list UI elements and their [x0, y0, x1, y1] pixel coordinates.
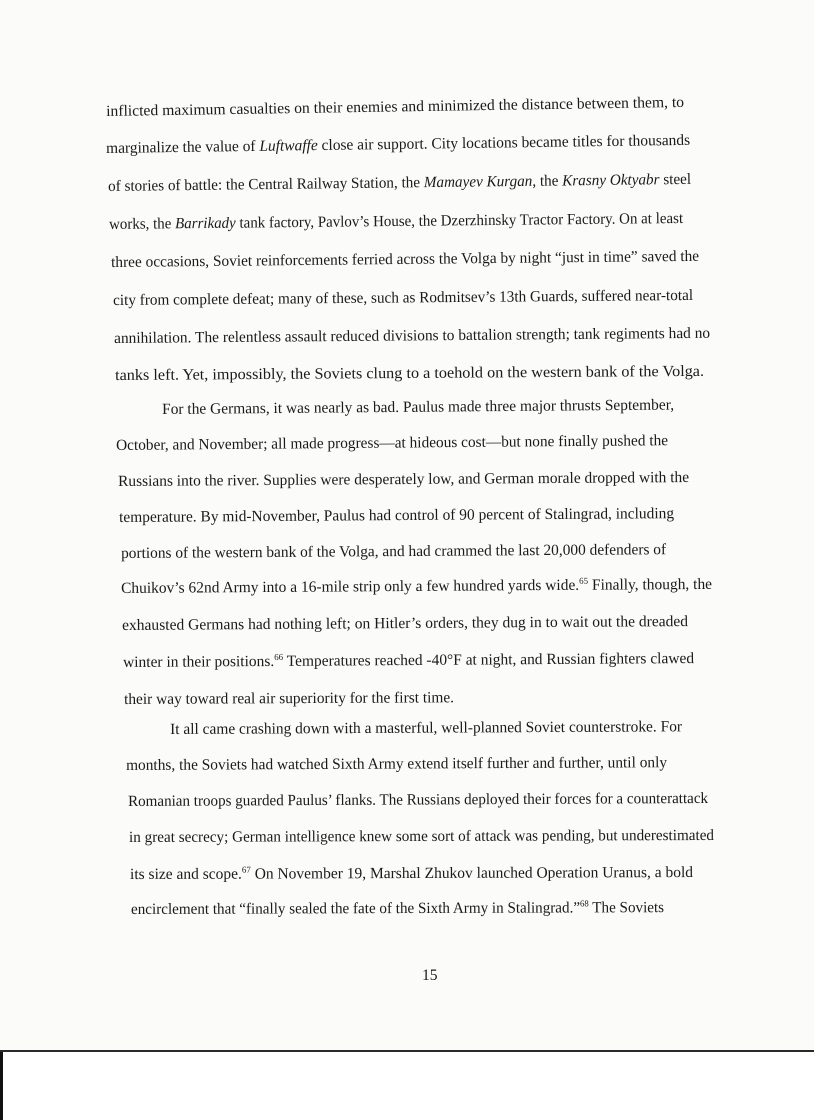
text-run: exhausted Germans had nothing left; on Hitler’s orders, they dug in to wait out the dreaded [122, 613, 689, 634]
text-run: months, the Soviets had watched Sixth Army extend itself further and further, until only [126, 754, 668, 774]
text-run: On November 19, Marshal Zhukov launched Operation Uranus, a bold [250, 864, 694, 883]
text-run: temperature. By mid-November, Paulus had control of 90 percent of Stalingrad, including [119, 505, 675, 526]
text-line [116, 432, 668, 455]
text-line [124, 689, 454, 709]
italic-term: Luftwaffe [259, 137, 318, 155]
text-run: It all came crashing down with a masterful, well-planned Soviet counterstroke. For [170, 718, 683, 738]
text-line [122, 613, 688, 635]
text-run: annihilation. The relentless assault reduced divisions to battalion strength; tank regiments had no [114, 324, 711, 347]
text-run: Temperatures reached -40°F at night, and Russian fighters clawed [283, 650, 695, 670]
text-line [106, 132, 690, 158]
page-number: 15 [422, 967, 438, 984]
text-run: , the [532, 172, 563, 190]
italic-term: Barrikady [175, 214, 236, 233]
text-run: The Soviets [588, 899, 665, 917]
text-run: tank factory, Pavlov’s House, the Dzerzhinsky Tractor Factory. On at least [235, 209, 684, 232]
text-run: its size and scope. [130, 865, 242, 883]
text-run: winter in their positions. [123, 652, 275, 671]
footnote-ref: 68 [580, 898, 589, 909]
text-line [119, 505, 674, 527]
text-run: Finally, though, the [588, 575, 713, 594]
text-run: of stories of battle: the Central Railway Station, the [108, 174, 424, 195]
text-line [115, 363, 704, 385]
text-run: tanks left. Yet, impossibly, the Soviets clung to a toehold on the western bank of the Volga. [115, 362, 705, 384]
text-run: Russians into the river. Supplies were desperately low, and German morale dropped with the [118, 469, 690, 490]
italic-term: Mamayev Kurgan [423, 172, 533, 192]
text-run: marginalize the value of [106, 137, 260, 157]
text-line [113, 287, 693, 310]
text-run: Chuikov’s 62nd Army into a 16-mile strip only a few hundred yards wide. [121, 576, 580, 597]
text-line [111, 248, 699, 272]
text-run: For the Germans, it was nearly as bad. Paulus made three major thrusts September, [162, 396, 675, 418]
text-line [131, 899, 664, 919]
footnote-ref: 65 [579, 575, 589, 586]
text-run: October, and November; all made progress—at hideous cost—but none finally pushed the [116, 432, 669, 454]
text-run: steel [659, 170, 692, 189]
text-line [118, 469, 689, 491]
text-line [126, 754, 667, 775]
text-line [109, 210, 683, 234]
text-line [170, 718, 682, 739]
footnote-ref: 66 [274, 651, 284, 662]
text-line [162, 397, 674, 419]
text-run: city from complete defeat; many of these, such as Rodmitsev’s 13th Guards, suffered near-total [113, 286, 694, 309]
text-line [114, 325, 710, 348]
text-run: three occasions, Soviet reinforcements ferried across the Volga by night “just in time” saved the [111, 247, 700, 271]
text-run: close air support. City locations became titles for thousands [317, 131, 691, 155]
text-run: portions of the western bank of the Volga, and had crammed the last 20,000 defenders of [121, 541, 667, 562]
text-line [108, 171, 691, 196]
text-run: Romanian troops guarded Paulus’ flanks. The Russians deployed their forces for a counterattack [128, 789, 709, 810]
text-line [121, 576, 712, 598]
text-run: their way toward real air superiority for the first time. [124, 689, 455, 708]
scan-margin [0, 1052, 814, 1120]
text-line [121, 541, 666, 563]
italic-term: Krasny Oktyabr [562, 171, 660, 190]
text-line [128, 790, 708, 811]
text-run: in great secrecy; German intelligence knew some sort of attack was pending, but underestimated [129, 826, 715, 846]
footnote-ref: 67 [241, 864, 251, 875]
text-line [106, 94, 684, 121]
text-run: encirclement that “finally sealed the fate of the Sixth Army in Stalingrad.” [131, 899, 581, 918]
text-run: inflicted maximum casualties on their enemies and minimized the distance between them, to [106, 93, 685, 120]
text-line [123, 650, 694, 672]
text-line [129, 827, 714, 847]
text-run: works, the [109, 215, 176, 233]
scan-edge-left [0, 1052, 3, 1120]
text-line [130, 864, 693, 884]
